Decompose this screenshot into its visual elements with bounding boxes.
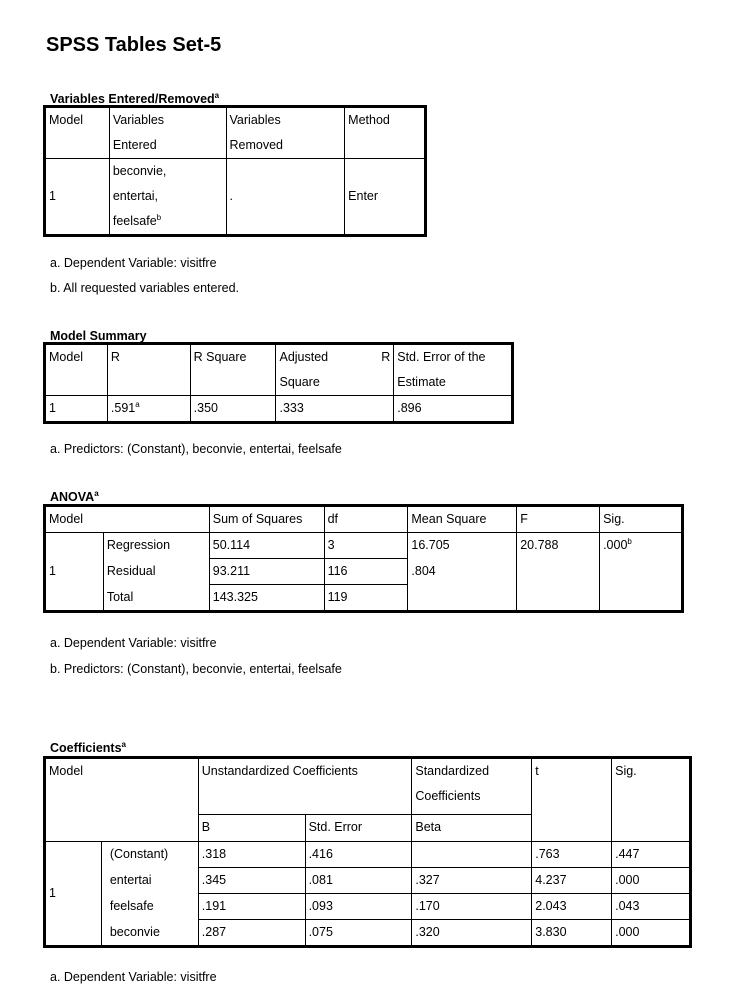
header-adjusted-r-square: Adjusted R Square <box>276 345 394 396</box>
cell-b: .287 <box>198 920 305 946</box>
cell-r-square: .350 <box>190 396 276 422</box>
header-sig: Sig. <box>600 507 682 533</box>
footnote: b. All requested variables entered. <box>50 281 240 295</box>
cell-b: .318 <box>198 842 305 868</box>
cell-std-error: .896 <box>394 396 512 422</box>
cell-sig: .447 <box>612 842 690 868</box>
header-r: R <box>107 345 190 396</box>
cell-b: .345 <box>198 868 305 894</box>
cell-model: 1 <box>46 159 110 235</box>
footnote: b. Predictors: (Constant), beconvie, entertai, feelsafe <box>50 662 342 676</box>
table-row <box>46 533 682 559</box>
coefficients-title: Coefficients$^a$ <box>50 739 126 755</box>
header-df: df <box>324 507 408 533</box>
cell-adjusted-r-square: .333 <box>276 396 394 422</box>
header-std-error: Std. Error <box>305 815 412 842</box>
header-variables-removed: Variables Removed <box>226 108 345 159</box>
table-row <box>46 159 425 235</box>
header-model: Model <box>46 759 199 842</box>
table-header-row <box>46 507 682 533</box>
cell-t: 3.830 <box>532 920 612 946</box>
page-title: SPSS Tables Set-5 <box>46 34 222 56</box>
anova-title: ANOVA$^a$ <box>50 488 99 504</box>
cell-sig <box>600 559 682 585</box>
table-header-row <box>46 108 425 159</box>
cell-std-error: .093 <box>305 894 412 920</box>
cell-b: .191 <box>198 894 305 920</box>
header-sig: Sig. <box>612 759 690 842</box>
cell-beta: .170 <box>412 894 532 920</box>
cell-beta <box>412 842 532 868</box>
header-mean-square: Mean Square <box>408 507 517 533</box>
cell-sig: .043 <box>612 894 690 920</box>
cell-sig <box>600 585 682 611</box>
header-unstandardized: Unstandardized Coefficients <box>198 759 412 815</box>
header-beta: Beta <box>412 815 532 842</box>
variables-table-title: Variables Entered/Removed$^a$ <box>50 90 220 106</box>
cell-r: .591$^a$ <box>107 396 190 422</box>
table-header-row <box>46 759 690 815</box>
cell-std-error: .416 <box>305 842 412 868</box>
row-label: beconvie <box>101 920 198 946</box>
variables-entered-table <box>45 107 425 235</box>
cell-sum-of-squares: 93.211 <box>209 559 324 585</box>
table-row <box>46 894 690 920</box>
header-standardized: Standardized Coefficients <box>412 759 532 815</box>
cell-model: 1 <box>46 396 108 422</box>
cell-std-error: .075 <box>305 920 412 946</box>
footnote: a. Dependent Variable: visitfre <box>50 970 217 984</box>
header-model: Model <box>46 345 108 396</box>
cell-sum-of-squares: 50.114 <box>209 533 324 559</box>
row-label: Total <box>103 585 209 611</box>
table-row <box>46 842 690 868</box>
cell-mean-square <box>408 585 517 611</box>
cell-beta: .320 <box>412 920 532 946</box>
footnote: a. Dependent Variable: visitfre <box>50 636 217 650</box>
cell-model: 1 <box>46 533 104 611</box>
table-row <box>46 396 512 422</box>
cell-f <box>517 585 600 611</box>
cell-sig: .000 <box>612 920 690 946</box>
cell-mean-square: 16.705 <box>408 533 517 559</box>
row-label: (Constant) <box>101 842 198 868</box>
header-f: F <box>517 507 600 533</box>
model-summary-table <box>45 344 512 422</box>
cell-f <box>517 559 600 585</box>
cell-std-error: .081 <box>305 868 412 894</box>
cell-t: 2.043 <box>532 894 612 920</box>
cell-t: .763 <box>532 842 612 868</box>
footnote: a. Predictors: (Constant), beconvie, entertai, feelsafe <box>50 442 342 456</box>
header-sum-of-squares: Sum of Squares <box>209 507 324 533</box>
header-model: Model <box>46 108 110 159</box>
table-row <box>46 585 682 611</box>
table-header-row <box>46 345 512 396</box>
cell-sig: .000$^b$ <box>600 533 682 559</box>
cell-t: 4.237 <box>532 868 612 894</box>
header-model: Model <box>46 507 210 533</box>
header-std-error: Std. Error of the Estimate <box>394 345 512 396</box>
cell-beta: .327 <box>412 868 532 894</box>
cell-df: 3 <box>324 533 408 559</box>
row-label: Regression <box>103 533 209 559</box>
header-variables-entered: Variables Entered <box>109 108 226 159</box>
cell-model: 1 <box>46 842 102 946</box>
table-row <box>46 868 690 894</box>
row-label: entertai <box>101 868 198 894</box>
header-r-square: R Square <box>190 345 276 396</box>
header-t: t <box>532 759 612 842</box>
header-b: B <box>198 815 305 842</box>
row-label: Residual <box>103 559 209 585</box>
cell-mean-square: .804 <box>408 559 517 585</box>
cell-variables-entered: beconvie, entertai, feelsafe$^b$ <box>109 159 226 235</box>
cell-variables-removed: . <box>226 159 345 235</box>
cell-method: Enter <box>345 159 425 235</box>
footnote: a. Dependent Variable: visitfre <box>50 256 217 270</box>
cell-sum-of-squares: 143.325 <box>209 585 324 611</box>
cell-df: 116 <box>324 559 408 585</box>
cell-df: 119 <box>324 585 408 611</box>
cell-sig: .000 <box>612 868 690 894</box>
table-row <box>46 920 690 946</box>
model-summary-title: Model Summary <box>50 329 147 343</box>
cell-f: 20.788 <box>517 533 600 559</box>
row-label: feelsafe <box>101 894 198 920</box>
coefficients-table <box>45 758 690 946</box>
table-row <box>46 559 682 585</box>
anova-table <box>45 506 682 611</box>
header-method: Method <box>345 108 425 159</box>
